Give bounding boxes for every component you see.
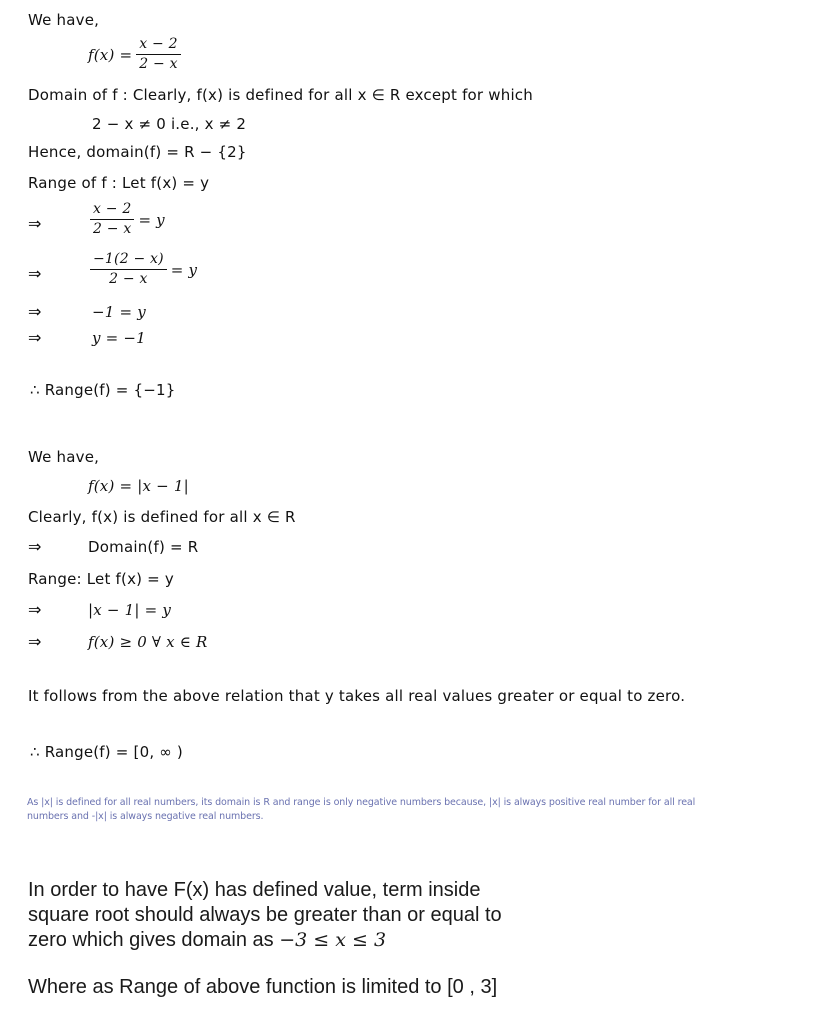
explanation-line-1: In order to have F(x) has defined value, term inside: [28, 879, 481, 901]
range-step-2-1: |x − 1| = y: [88, 601, 171, 619]
fraction-denominator: 2 − x: [109, 271, 148, 287]
implies-icon: ⇒: [28, 214, 42, 233]
domain-result: Hence, domain(f) = R − {2}: [28, 143, 247, 161]
note-line-2: numbers and -|x| is always negative real numbers.: [27, 811, 264, 822]
we-have-label-2: We have,: [28, 448, 100, 466]
range-step-1: [86, 201, 165, 238]
fraction: [136, 36, 180, 73]
domain-condition: 2 − x ≠ 0 i.e., x ≠ 2: [92, 115, 247, 133]
fraction-denominator: 2 − x: [139, 56, 178, 72]
step-rhs: = y: [170, 260, 198, 279]
fraction: [90, 201, 134, 238]
range-step-2-2: f(x) ≥ 0 ∀ x ∈ R: [88, 633, 208, 651]
implies-icon: ⇒: [28, 328, 42, 347]
implies-icon: ⇒: [28, 632, 42, 651]
explanation-line-2: square root should always be greater than or equal to: [28, 904, 502, 926]
range-result-1: ∴ Range(f) = {−1}: [30, 381, 176, 399]
domain-text: Clearly, f(x) is defined for all x ∈ R except for which: [132, 86, 533, 104]
implies-icon: ⇒: [28, 600, 42, 619]
range-step-3: −1 = y: [92, 303, 146, 321]
range-line: [28, 174, 209, 192]
function-definition-2: f(x) = |x − 1|: [88, 477, 189, 495]
fraction-denominator: 2 − x: [93, 221, 132, 237]
domain-result-2: Domain(f) = R: [88, 538, 199, 556]
range-let: Let f(x) = y: [122, 174, 210, 192]
function-definition-1: [88, 36, 185, 73]
follows-sentence: It follows from the above relation that y takes all real values greater or equal to zero.: [28, 687, 686, 705]
fx-label: f(x) =: [88, 45, 133, 64]
range-statement: Where as Range of above function is limited to [0 , 3]: [28, 976, 498, 998]
implies-icon: ⇒: [28, 264, 42, 283]
range-label: Range of f :: [28, 174, 118, 192]
domain-inequality: −3 ≤ x ≤ 3: [279, 929, 387, 951]
we-have-label-1: We have,: [28, 11, 100, 29]
domain-label: Domain of f :: [28, 86, 128, 104]
fraction-numerator: x − 2: [90, 201, 134, 220]
range-step-4: y = −1: [92, 329, 146, 347]
explanation-text: zero which gives domain as: [28, 929, 274, 951]
range-step-2: [86, 251, 197, 288]
fraction-numerator: x − 2: [136, 36, 180, 55]
implies-icon: ⇒: [28, 302, 42, 321]
step-rhs: = y: [138, 210, 165, 229]
fraction: [90, 251, 167, 288]
domain-line: [28, 86, 533, 104]
implies-icon: ⇒: [28, 537, 42, 556]
clearly-line: Clearly, f(x) is defined for all x ∈ R: [28, 508, 296, 526]
note-line-1: As |x| is defined for all real numbers, its domain is R and range is only negative numbers because, |x| is always positive real number for all real: [27, 797, 696, 808]
fraction-numerator: −1(2 − x): [90, 251, 167, 270]
range-let-2: Range: Let f(x) = y: [28, 570, 174, 588]
range-result-2: ∴ Range(f) = [0, ∞ ): [30, 743, 183, 761]
explanation-line-3: [28, 928, 386, 952]
